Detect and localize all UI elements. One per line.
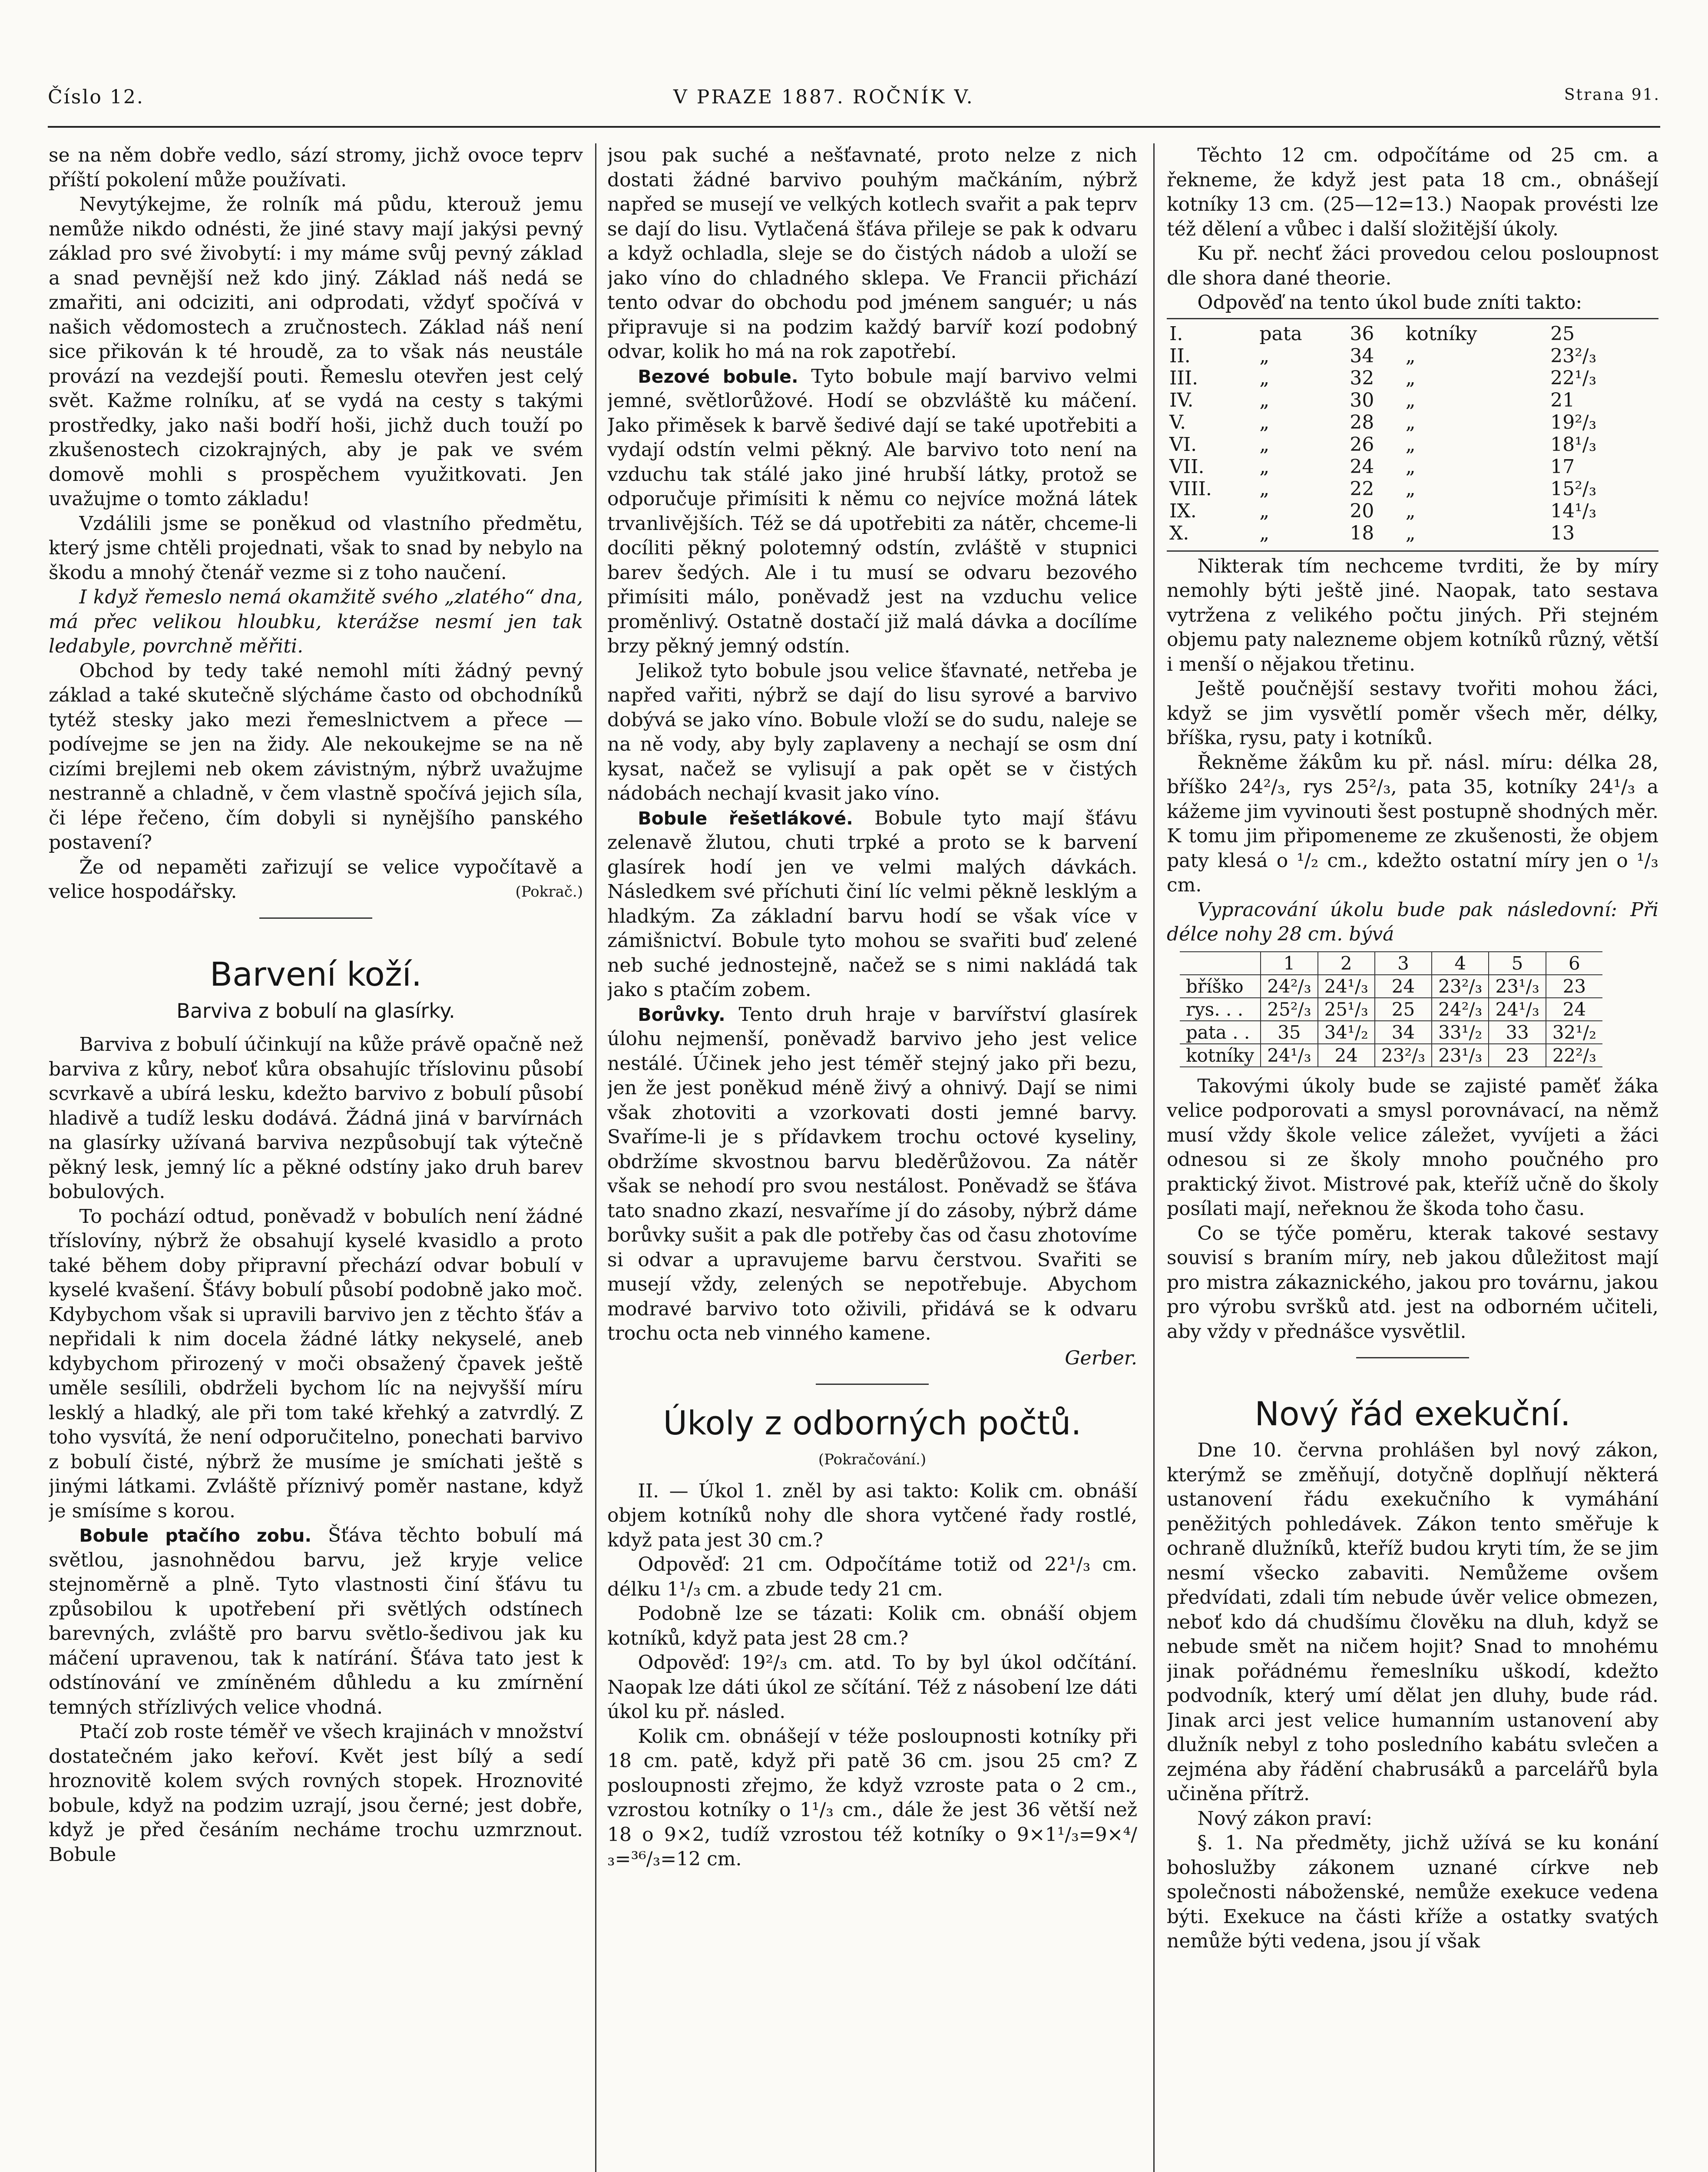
table-cell: „ [1259,477,1270,500]
paragraph: Ptačí zob roste téměř ve všech krajinách v množství dostatečném jako keřoví. Květ jest bílý a sedí hroznovitě kolem svých rovných stopek. Hroznovité bobule, když na podzim uzrají, jsou černé; jest dobře, když je před česáním necháme trochu uzmrznout. Bobule [49,1721,583,1866]
table-cell: „ [1405,411,1416,434]
column-1 [49,143,583,2172]
paragraph: Co se týče poměru, kterak takové sestavy souvisí s braním míry, neb jakou důležitost mají pro mistra zákaznického, jakou pro továrnu, jakou pro výrobu svršků atd. jest na odborném učiteli, aby vždy v přednášce vysvětlil. [1167,1222,1658,1343]
table-cell: 24 [1546,998,1602,1021]
table-cell: 25 [1550,322,1575,345]
paragraph-text: Bobule tyto mají šťávu zelenavě žlutou, chuti trpké a proto se k barvení glasírek hodí jen ve velmi malých dávkách. Následkem své příchuti činí líc velmi pěkně lesklým a hladkým. Za základní barvu hodí se však více v zámišnictví. Bobule tyto mohou se svařiti buď zelené neb suché jednostejně, načež se s nimi nakládá tak jako s ptačím zobem. [607,807,1137,1001]
table-cell: IX. [1169,500,1197,522]
paragraph-text: Tento druh hraje v barvířství glasírek úlohu nejmenší, poněvadž barvivo jeho jest velice nestálé. Účinek jeho jest téměř stejný jako při bezu, jen že jest poněkud méně živý a ohnivý. Dají se nimi však zhotoviti a vzorkovati dosti jemné barvy. Svaříme-li je s přídavkem trochu octové kyseliny, obdržíme skvostnou barvu bleděrůžovou. Za nátěr však se nehodí pro svou nestálost. Poněvadž se šťáva tato snadno zkazí, nesvaříme jí do zásoby, nýbrž dáme borůvky sušit a pak dle potřeby čas od času zhotovíme si odvar a upravujeme barvu čerstvou. Svařiti se musejí vždy, zelených se nepotřebuje. Abychom modravé barvivo toto oživili, přidává se k odvaru trochu octa neb vinného kamene. [607,1003,1137,1344]
table-header-row [1180,952,1602,975]
paragraph-text: Šťáva těchto bobulí má světlou, jasnohnědou barvu, jež kryje velice stejnoměrně a plně. Tyto vlastnosti činí šťávu tu způsobilou k upotřebení při světlých odstínech barevných, zvláště pro barvu světlo-šedivou jak ku máčení upravenou, tak k natírání. Šťáva tato jest k odstínování ve zmíněném důhledu a ku zmírnění temných střízlivých velice vhodná. [49,1524,583,1718]
table-cell: „ [1259,389,1270,411]
paragraph: Nový zákon praví: [1197,1807,1373,1830]
table-cell: 14¹/₃ [1550,500,1597,522]
table-cell: 34 [1350,344,1374,367]
table-cell: „ [1259,455,1270,478]
column-divider [1153,143,1155,2172]
table-cell: VII. [1169,455,1205,478]
table-header-cell: 5 [1489,952,1546,975]
column-2 [607,143,1137,2172]
table-cell: IV. [1169,389,1194,411]
table-cell: „ [1405,522,1416,544]
table-cell: 25¹/₃ [1318,998,1375,1021]
section-rule [816,1384,929,1385]
article-title: Úkoly z odborných počtů. [663,1404,1082,1442]
paragraph: Těchto 12 cm. odpočítáme od 25 cm. a řekneme, že když jest pata 18 cm., obnášejí kotníky 13 cm. (25—12=13.) Naopak provésti lze též dělení a vůbec i další složitější úkoly. [1167,144,1658,240]
table-cell: 24¹/₃ [1489,998,1546,1021]
table-row [1180,1021,1602,1044]
table-row [1167,345,1645,367]
table-cell: pata . . [1180,1021,1261,1044]
paragraph: Odpověď: 19²/₃ cm. atd. To by byl úkol odčítání. Naopak lze dáti úkol ze sčítání. Též z násobení lze dáti úkol ku př. násled. [607,1652,1137,1723]
table-cell: 32 [1350,367,1374,389]
paragraph: Ku př. nechť žáci provedou celou posloupnost dle shora dané theorie. [1167,242,1658,289]
table-cell: 30 [1350,389,1374,411]
paragraph: Odpověď na tento úkol bude zníti takto: [1197,291,1582,314]
table-cell: „ [1405,344,1416,367]
paragraph: Nikterak tím nechceme tvrditi, že by míry nemohly býti ještě jiné. Naopak, tato sestava vytržena z velikého počtu jiných. Při stejném objemu paty nalezneme objem kotníků různý, větší i menší o nějakou třetinu. [1167,555,1658,675]
paragraph: II. — Úkol 1. zněl by asi takto: Kolik cm. obnáší objem kotníků nohy dle shora vytčené řady rostlé, když pata jest 30 cm.? [607,1480,1137,1551]
table-cell: 25²/₃ [1261,998,1317,1021]
table-cell: 25 [1375,998,1432,1021]
table-cell: 23¹/₃ [1489,975,1546,998]
table-header-cell: 3 [1375,952,1432,975]
table-cell: 22²/₃ [1546,1044,1602,1067]
table-cell: 24²/₃ [1432,998,1489,1021]
table-cell: 13 [1550,522,1575,544]
table-cell: VIII. [1169,477,1212,500]
page-number: Strana 91. [1564,86,1660,104]
table-cell: „ [1259,411,1270,434]
table-cell: 23²/₃ [1375,1044,1432,1067]
table-cell: kotníky [1180,1044,1261,1067]
table-cell: V. [1169,411,1186,434]
table-header-cell: 4 [1432,952,1489,975]
table-row [1167,456,1645,478]
column-3 [1167,143,1658,2172]
column-divider [595,143,596,2172]
table-cell: 23²/₃ [1550,344,1597,367]
table-cell: 18 [1350,522,1374,544]
table-cell: 20 [1350,500,1374,522]
table-rule [1167,318,1658,319]
masthead: V PRAZE 1887. ROČNÍK V. [673,86,974,108]
table-cell: „ [1259,433,1270,456]
run-in-heading: Borůvky. [638,1004,725,1025]
table-cell: III. [1169,367,1198,389]
paragraph: Ještě poučnější sestavy tvořiti mohou žáci, když se jim vysvětlí poměr všech měr, délky, bříška, rysu, paty i kotníků. [1167,678,1658,749]
table-row [1167,389,1645,411]
table-row [1180,975,1602,998]
table-row [1167,323,1645,345]
table-cell: 23¹/₃ [1432,1044,1489,1067]
table-cell: 35 [1261,1021,1317,1044]
paragraph: Takovými úkoly bude se zajisté paměť žáka velice podporovati a smysl porovnávací, na němž musí vždy škole velice záležet, vyvíjeti a žáci odnesou si ze školy mnoho poučného pro praktický život. Mistrové pak, kteříž učně do školy posílati mají, neřeknou že škoda toho času. [1167,1075,1658,1220]
table-cell: 34¹/₂ [1318,1021,1375,1044]
table-cell: 24 [1375,975,1432,998]
table-row [1180,1044,1602,1067]
article-subtitle: Barviva z bobulí na glasírky. [176,999,455,1023]
table-cell: „ [1405,455,1416,478]
paragraph [49,1523,583,1720]
table-cell: 21 [1550,389,1575,411]
paragraph: Obchod by tedy také nemohl míti žádný pevný základ a také skutečně slýcháme často od obchodníků tytéž stesky jako mezi řemeslnictvem a přece — podívejme se jen na židy. Ale nekoukejme se na ně cizími brejlemi neb okem závistným, nýbrž uvažujme nestranně a chladně, v čem vlastně spočívá jejich síla, či lépe řečeno, čím dobyli si nynějšího panského postavení? [49,659,583,854]
paragraph: I když řemeslo nemá okamžitě svého „zlatého“ dna, má přec velikou hloubku, kterážse nesmí jen tak ledabyle, povrchně měřiti. [49,586,583,657]
table-cell: 24 [1350,455,1374,478]
paragraph: Dne 10. června prohlášen byl nový zákon, kterýmž se změňují, dotyčně doplňují některá ustanovení řádu exekučního k vymáhání peněžitých pohledávek. Zákon tento směřuje k ochraně dlužníků, kteříž budou kryti tím, že se jim nesmí všecko zabaviti. Nemůžeme ovšem předvídati, zdali tím nebude úvěr velice obmezen, neboť kdo dá chudšímu člověku na dluh, když se nebude smět na ničem hojit? Snad to mnohému jinak pořádnému řemeslníku uškodí, kdežto podvodník, který umí dělat jen dluhy, bude rád. Jinak arci jest velice humanním ustanovení aby dlužník nebyl z toho posledního kabátu svlečen a zejména aby řádění chabrusáků a parcelářů byla učiněna přítrž. [1167,1439,1658,1805]
run-in-heading: Bobule ptačího zobu. [79,1525,312,1546]
table-cell: 34 [1375,1021,1432,1044]
table-cell: 36 [1350,322,1374,345]
table-cell: 24¹/₃ [1318,975,1375,998]
table-cell: 19²/₃ [1550,411,1597,434]
paragraph [607,1003,1137,1346]
table-cell: „ [1405,389,1416,411]
paragraph: To pochází odtud, poněvadž v bobulích není žádné tříslovíny, nýbrž že obsahují kyselé kvasidlo a proto také během doby připravní přechází odvar bobulí v kyselé kvašení. Šťávy bobulí působí podobně jako moč. Kdybychom však si upravili barvivo jen z těchto šťáv a nepřidali k nim docela žádné látky nekyselé, aneb kdybychom přirozený v moči obsažený čpavek ještě uměle sesílili, obdrželi bychom líc na nejvyšší míru lesklý a hladký, ale při tom také křehký a zatvrdlý. Z toho vysvítá, že není odporučitelno, ponechati barvivo z bobulí čisté, nýbrž že musíme je smíchati ještě s jinými látkami. Zvláště příznivý poměr nastane, když je smísíme s korou. [49,1205,583,1522]
table-cell: kotníky [1405,322,1477,345]
signature: Gerber. [1065,1347,1137,1369]
paragraph: Jelikož tyto bobule jsou velice šťavnaté, netřeba je napřed vařiti, nýbrž se dají do lisu syrové a barvivo dobývá se jako víno. Bobule vloží se do sudu, naleje se na ně vody, aby byly zaplaveny a nechají se osm dní kysat, načež se vylisují a pak opět se v čistých nádobách nechají kvasit jako víno. [607,659,1137,805]
paragraph: Nevytýkejme, že rolník má půdu, kterouž jemu nemůže nikdo odnésti, že jiné stavy mají jakýsi pevný základ pro své živobytí: i my máme svůj pevný základ a snad pevnější než kdo jiný. Základ náš nedá se zmařiti, ani odciziti, ani odprodati, vždyť spočívá v našich vědomostech a zručnostech. Základ náš není sice přikován k té hroudě, za to však nás neustále provází na vezdejší pouti. Řemeslu otevřen jest celý svět. Kažme rolníku, ať se vydá na cesty s takými prostředky, jako naši bodří hoši, jichž duch touží po zkušenostech cizokrajných, aby je pak ve svém domově mohli s prospěchem využitkovati. Jen uvažujme o tomto základu! [49,193,583,510]
paragraph: Vypracování úkolu bude pak následovní: Při délce nohy 28 cm. bývá [1167,898,1658,945]
table-header-cell: 1 [1261,952,1317,975]
table-cell: I. [1169,322,1183,345]
paragraph: Vzdálili jsme se poněkud od vlastního předmětu, který jsme chtěli projednati, však to snad by nebylo na škodu a mnohý čtenář vezme si z toho naučení. [49,512,583,584]
table-cell: pata [1259,322,1302,345]
table-cell: 26 [1350,433,1374,456]
table-cell: „ [1405,477,1416,500]
table-cell: 17 [1550,455,1575,478]
table-row [1167,367,1645,389]
paragraph [49,855,583,904]
table-row [1167,411,1645,434]
run-in-heading: Bobule řešetlákové. [638,808,853,829]
paragraph: Podobně lze se tázati: Kolik cm. obnáší objem kotníků, když pata jest 28 cm.? [607,1603,1137,1649]
table-cell: bříško [1180,975,1261,998]
issue-number: Číslo 12. [48,86,144,108]
table-row [1180,998,1602,1021]
paragraph: Barviva z bobulí účinkují na kůže právě opačně než barviva z kůry, neboť kůra obsahujíc tříslovinu působí scvrkavě a ubírá lesku, kdežto barvivo z bobulí působí hladivě a tudíž lesku dodává. Žádná jiná v barvírnách na glasírky užívaná barviva nezpůsobují tak výtečně pěkný lesk, jemný líc a pěkné odstíny jako druh barev bobulových. [49,1033,583,1203]
paragraph [607,806,1137,1003]
heel-ankle-table [1167,323,1645,544]
section-rule [259,917,372,919]
table-cell: 33 [1489,1021,1546,1044]
table-row [1167,500,1645,522]
page-header [48,86,1660,116]
table-cell: 22¹/₃ [1550,367,1597,389]
article-title: Nový řád exekuční. [1255,1394,1571,1433]
table-cell: 32¹/₂ [1546,1021,1602,1044]
header-rule [48,126,1660,128]
table-cell: X. [1169,522,1189,544]
paragraph: se na něm dobře vedlo, sází stromy, jichž ovoce teprv příští pokolení může používati. [49,144,583,191]
table-cell: 33¹/₂ [1432,1021,1489,1044]
table-row [1167,522,1645,544]
continuation-note: (Pokrač.) [515,883,583,901]
table-row [1167,478,1645,500]
table-cell: 28 [1350,411,1374,434]
table-cell: „ [1405,500,1416,522]
table-cell: 24 [1318,1044,1375,1067]
paragraph: Odpověď: 21 cm. Odpočítáme totiž od 22¹/₃ cm. délku 1¹/₃ cm. a zbude tedy 21 cm. [607,1553,1137,1600]
section-rule [1356,1357,1469,1358]
paragraph: §. 1. Na předměty, jichž užívá se ku konání bohoslužby zákonem uznané církve neb společnosti náboženské, nemůže exekuce vedena býti. Exekuce na části kříže a ostatky svatých nemůže býti vedena, jsou jí však [1167,1832,1658,1952]
paragraph: Řekněme žákům ku př. násl. míru: délka 28, bříško 24²/₃, rys 25²/₃, pata 35, kotníky 24¹/₃ a kážeme jim vyvinouti šest postupně shodných měr. K tomu jim připomeneme ze zkušenosti, že objem paty klesá o ¹/₂ cm., kdežto ostatní míry jen o ¹/₃ cm. [1167,751,1658,896]
paragraph-text: Že od nepaměti zařizují se velice vypočítavě a velice hospodářsky. [49,856,583,903]
continuation-note: (Pokračování.) [818,1451,927,1468]
table-cell: „ [1259,367,1270,389]
measurements-table [1180,951,1602,1067]
table-cell: rys. . . [1180,998,1261,1021]
table-cell: „ [1259,522,1270,544]
table-cell: 24¹/₃ [1261,1044,1317,1067]
article-title: Barvení koží. [209,954,422,993]
table-cell: VI. [1169,433,1197,456]
table-cell: „ [1259,500,1270,522]
table-header-cell: 6 [1546,952,1602,975]
paragraph-text: Tyto bobule mají barvivo velmi jemné, světlorůžové. Hodí se obzvláště ku máčení. Jako přiměsek k barvě šedivé dají se také upotřebiti a vydají odstín velmi pěkný. Ale barvivo toto není na vzduchu tak stálé jako jiné hrubší látky, protož se odporučuje přimísiti k němu co nejvíce možná látek trvanlivějších. Též se dá upotřebiti za nátěr, chceme-li docíliti pěkný polotemný odstín, zvláště v stupnici barev šedých. Ale i tu musí se odvaru bezového přimísiti málo, poněvadž jest na vzduchu velice proměnlivý. Ostatně dostačí již malá dávka a docílíme brzy pěkný jemný odstín. [607,365,1137,657]
table-rule [1167,550,1658,552]
run-in-heading: Bezové bobule. [638,366,798,387]
table-cell: 24²/₃ [1261,975,1317,998]
table-cell: 23 [1489,1044,1546,1067]
table-row [1167,434,1645,456]
paragraph: Kolik cm. obnášejí v téže posloupnosti kotníky při 18 cm. patě, když při patě 36 cm. jsou 25 cm? Z posloupnosti zřejmo, že když vzroste pata o 2 cm., vzrostou kotníky o 1¹/₃ cm., dále že jest 36 větší než 18 o 9×2, tudíž vzrostou též kotníky o 9×1¹/₃=9×⁴/₃=³⁶/₃=12 cm. [607,1725,1137,1870]
table-header-cell [1180,952,1261,975]
table-cell: „ [1259,344,1270,367]
table-cell: 18¹/₃ [1550,433,1597,456]
table-cell: 15²/₃ [1550,477,1597,500]
table-header-cell: 2 [1318,952,1375,975]
paragraph: jsou pak suché a nešťavnaté, proto nelze z nich dostati žádné barvivo pouhým mačkáním, nýbrž napřed se musejí ve velkých kotlech svařit a pak teprv se dají do lisu. Vytlačená šťáva přileje se pak k odvaru a když ochladla, sleje se do čistých nádob a uloží se jako víno do chladného sklepa. Ve Francii přichází tento odvar do obchodu pod jménem sanguér; u nás připravuje si na podzim každý barvíř kozí podobný odvar, kolik ho má na rok zapotřebí. [607,144,1137,363]
paragraph [607,364,1137,659]
table-cell: „ [1405,433,1416,456]
table-cell: II. [1169,344,1191,367]
table-cell: 23 [1546,975,1602,998]
table-cell: 23²/₃ [1432,975,1489,998]
table-cell: „ [1405,367,1416,389]
table-cell: 22 [1350,477,1374,500]
